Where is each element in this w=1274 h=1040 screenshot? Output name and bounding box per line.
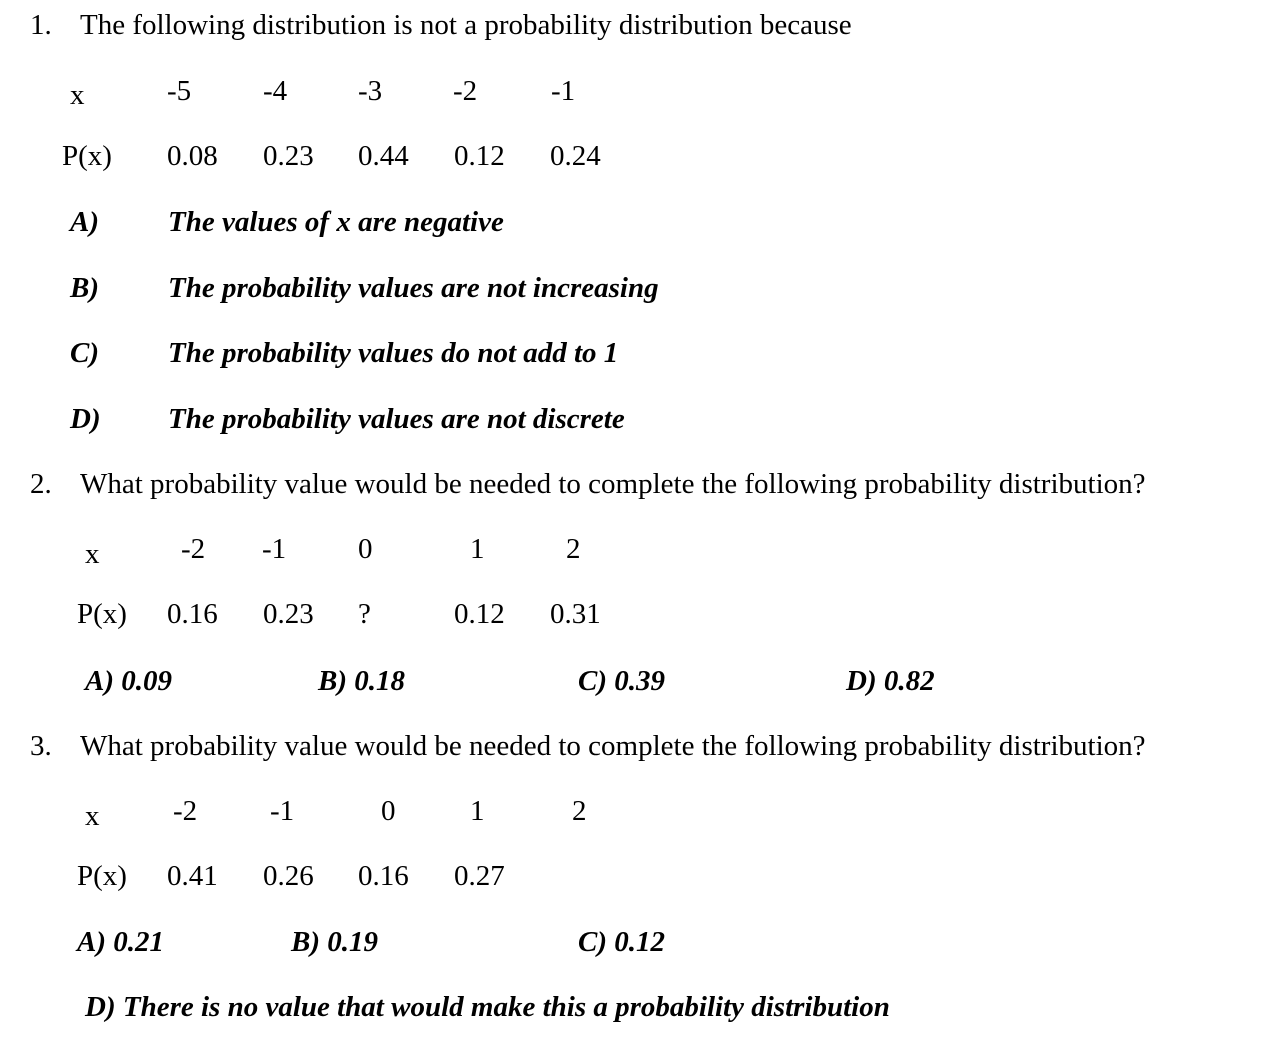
- q2-p-label: P(x): [77, 598, 127, 630]
- q3-p-value: 0.27: [454, 860, 505, 892]
- q3-p-value: 0.41: [167, 860, 218, 892]
- q3-p-value: 0.16: [358, 860, 409, 892]
- q1-p-value: 0.44: [358, 140, 409, 172]
- q1-option-a-letter: A): [70, 206, 99, 238]
- q2-x-value: -1: [262, 533, 287, 565]
- q2-x-value: 0: [358, 533, 373, 565]
- q2-option-a: A) 0.09: [85, 665, 172, 697]
- q2-option-d: D) 0.82: [846, 665, 935, 697]
- q2-x-value: 2: [566, 533, 581, 565]
- q2-option-c: C) 0.39: [578, 665, 665, 697]
- q3-number: 3.: [30, 730, 52, 762]
- q3-option-a: A) 0.21: [77, 926, 164, 958]
- q3-p-label: P(x): [77, 860, 127, 892]
- q1-p-value: 0.08: [167, 140, 218, 172]
- q1-p-label: P(x): [62, 140, 112, 172]
- q3-option-c: C) 0.12: [578, 926, 665, 958]
- q1-option-b-text: The probability values are not increasing: [168, 272, 659, 304]
- q2-x-label: x: [85, 538, 100, 570]
- q1-p-value: 0.12: [454, 140, 505, 172]
- q1-option-c-letter: C): [70, 337, 99, 369]
- q2-x-value: 1: [470, 533, 485, 565]
- q3-x-value: 0: [381, 795, 396, 827]
- q2-p-value: ?: [358, 598, 371, 630]
- q3-x-label: x: [85, 800, 100, 832]
- q1-x-label: x: [70, 79, 85, 111]
- q3-option-b: B) 0.19: [291, 926, 378, 958]
- q3-option-d: D) There is no value that would make this a probability distribution: [85, 991, 890, 1023]
- q1-number: 1.: [30, 9, 52, 41]
- q2-p-value: 0.16: [167, 598, 218, 630]
- q2-p-value: 0.31: [550, 598, 601, 630]
- q3-x-value: -2: [173, 795, 198, 827]
- q3-x-value: 2: [572, 795, 587, 827]
- q3-p-value: 0.26: [263, 860, 314, 892]
- q1-x-value: -1: [551, 75, 576, 107]
- q1-option-b-letter: B): [70, 272, 99, 304]
- q1-option-c-text: The probability values do not add to 1: [168, 337, 619, 369]
- q1-option-a-text: The values of x are negative: [168, 206, 504, 238]
- q2-option-b: B) 0.18: [318, 665, 405, 697]
- q2-p-value: 0.12: [454, 598, 505, 630]
- q1-option-d-text: The probability values are not discrete: [168, 403, 625, 435]
- q2-text: What probability value would be needed to complete the following probability distribution?: [80, 468, 1146, 500]
- q3-text: What probability value would be needed to complete the following probability distribution?: [80, 730, 1146, 762]
- q1-p-value: 0.23: [263, 140, 314, 172]
- q3-x-value: 1: [470, 795, 485, 827]
- q1-x-value: -3: [358, 75, 383, 107]
- q1-option-d-letter: D): [70, 403, 101, 435]
- q2-number: 2.: [30, 468, 52, 500]
- q1-text: The following distribution is not a probability distribution because: [80, 9, 852, 41]
- q1-x-value: -5: [167, 75, 192, 107]
- q3-x-value: -1: [270, 795, 295, 827]
- q2-x-value: -2: [181, 533, 206, 565]
- q2-p-value: 0.23: [263, 598, 314, 630]
- q1-p-value: 0.24: [550, 140, 601, 172]
- q1-x-value: -2: [453, 75, 478, 107]
- q1-x-value: -4: [263, 75, 288, 107]
